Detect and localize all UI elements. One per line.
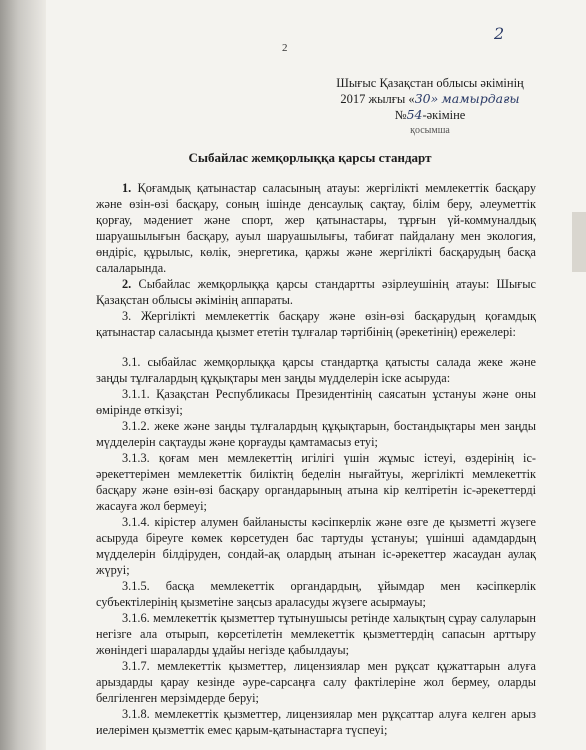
item-3-1-8: 3.1.8. мемлекеттік қызметтер, лицензиялар мен рұқсаттар алуға келген арыз иелерімен қызметтік емес қарым-қатынастарға түспеуі; xyxy=(96,707,536,737)
header-line-3 xyxy=(300,107,560,123)
scan-binding-shadow xyxy=(0,0,46,750)
header-number-suffix: -әкіміне xyxy=(422,108,466,122)
header-line-1: Шығыс Қазақстан облысы әкімінің xyxy=(336,76,524,90)
header-line-2 xyxy=(300,91,560,107)
document-title: Сыбайлас жемқорлыққа қарсы стандарт xyxy=(188,150,432,165)
paragraph-2 xyxy=(96,276,536,308)
paragraph-3 xyxy=(96,308,536,340)
item-3-1-2: 3.1.2. жеке және заңды тұлғалардың құқықтарын, бостандықтары мен заңды мүдделерін сақтауды және қорғауды қамтамасыз етуі; xyxy=(96,419,536,449)
document-header xyxy=(300,76,560,138)
document-body xyxy=(96,180,536,738)
item-3-1: 3.1. сыбайлас жемқорлыққа қарсы стандартқа қатысты салада жеке және заңды тұлғалардың құқықтары мен заңды мүдделерін іске асыруда: xyxy=(96,355,536,385)
paragraph-3-text: Жергілікті мемлекеттік басқару және өзін-өзі басқарудың қоғамдық қатынастар саласында қызмет ететін тұлғалар тәртібінің (әрекетінің) ережелері: xyxy=(96,309,537,339)
page-number: 2 xyxy=(282,42,288,54)
paragraph-1 xyxy=(96,180,536,276)
paragraph-1-label: Қоғамдық қатынастар саласының атауы: xyxy=(137,181,361,195)
header-date-month: мамырдағы xyxy=(441,91,520,106)
header-number-prefix: № xyxy=(394,108,407,122)
paragraph-1-text: жергілікті мемлекеттік басқару және өзін-өзі басқару, соның ішінде денсаулық сақтау, білім беру, әлеуметтік қорғау, мәдениет және спорт, жер қатынастары, тұрғын үй-коммуналдық шаруашылығын басқару, ауыл шаруашылығы, табиғат пайдалану мен экология, өндіріс, құрылыс, көлік, энергетика, қаржы және жергілікті басқарудың басқа салаларында. xyxy=(96,181,536,275)
item-3-1-6: 3.1.6. мемлекеттік қызметтер тұтынушысы ретінде халықтың сұрау салуларын негізге ала отырып, көрсетілетін мемлекеттік қызметтердің сапасын арттыру жөніндегі шараларды ұдайы негізде қабылдауы; xyxy=(96,611,536,657)
paragraph-3-number: 3. xyxy=(122,309,132,323)
paragraph-1-number: 1. xyxy=(122,181,132,195)
header-date-prefix: 2017 жылғы « xyxy=(340,92,415,106)
paragraph-2-text: Сыбайлас жемқорлыққа қарсы стандартты әзірлеушінің атауы: Шығыс Қазақстан облысы әкімінің аппараты. xyxy=(96,277,536,307)
header-line-4: қосымша xyxy=(410,125,450,136)
handwritten-page-number: 2 xyxy=(494,24,505,43)
item-3-1-5: 3.1.5. басқа мемлекеттік органдардың, ұйымдар мен кәсіпкерлік субъектілерінің қызметіне заңсыз араласуды жүзеге асырмауы; xyxy=(96,579,536,609)
item-3-1-7: 3.1.7. мемлекеттік қызметтер, лицензиялар мен рұқсат құжаттарын алуға арыздарды қарау кезінде әуре-сарсаңға салу фактілеріне жол бермеу, оларды белгіленген мерзімдерде беруі; xyxy=(96,659,536,705)
header-number-value: 54 xyxy=(406,107,423,122)
paragraph-2-number: 2. xyxy=(122,277,132,291)
item-3-1-4: 3.1.4. кірістер алумен байланысты кәсіпкерлік және өзге де қызметті жүзеге асыруда біреуге көмек көрсетуден бас тартуды ұстануы; үшінші адамдардың мүдделерін білдіруден, сондай-ақ олардың атынан іс-әрекеттер жасаудан аулақ жүруі; xyxy=(96,515,536,577)
item-3-1-1: 3.1.1. Қазақстан Республикасы Президентінің саясатын ұстануы және оны өмірінде өткізуі; xyxy=(96,387,536,417)
header-date-day: 30» xyxy=(414,91,439,106)
scan-edge-mark xyxy=(572,212,586,272)
item-3-1-3: 3.1.3. қоғам мен мемлекеттің игілігі үшін жұмыс істеуі, өздерінің іс-әрекеттерімен мемлекеттік биліктің беделін нығайтуы, жергілікті мемлекеттік басқару және өзін-өзі басқару органдарының атына кір келтіретін іс-әрекеттерді жасауға жол бермеуі; xyxy=(96,451,536,513)
